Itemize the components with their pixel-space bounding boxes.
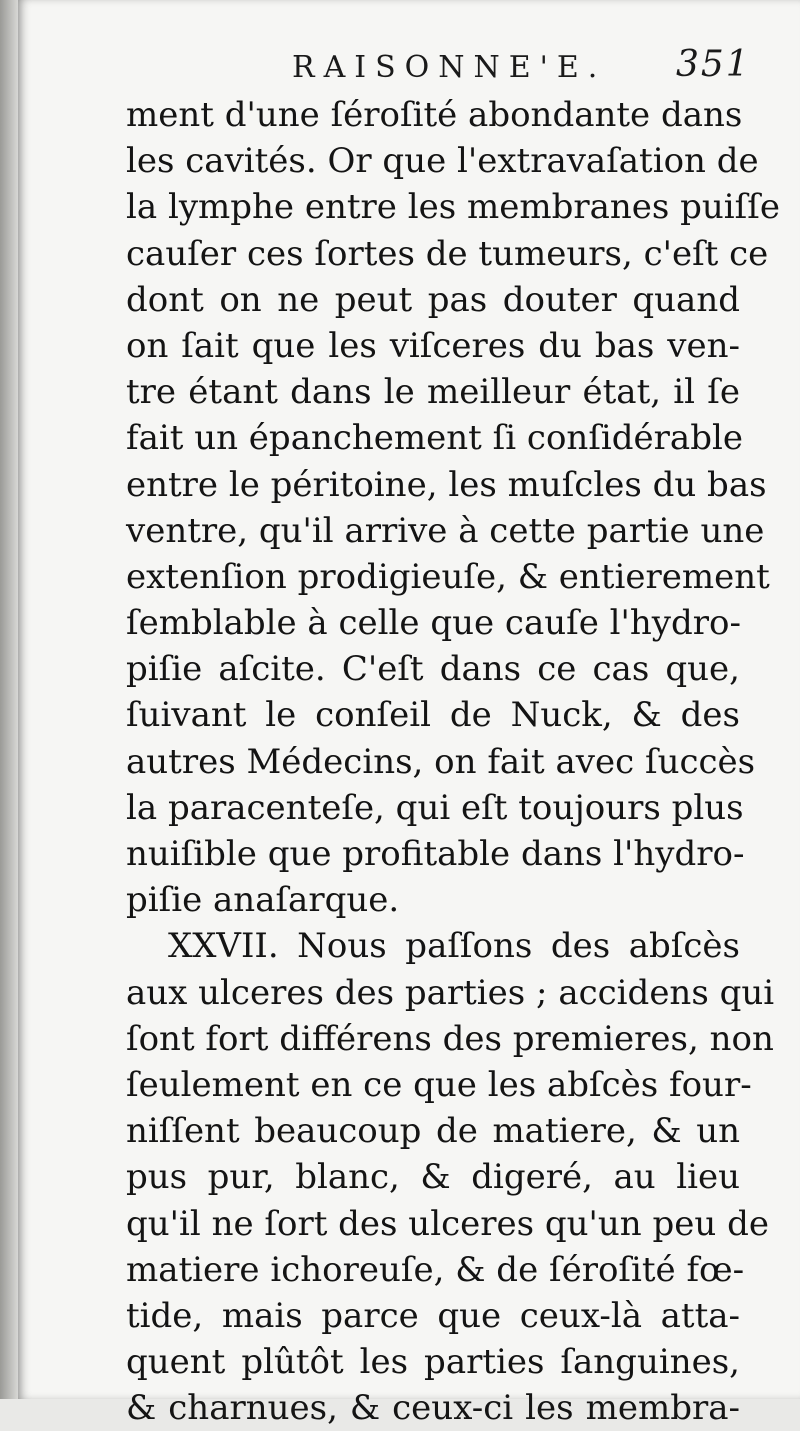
text-line: les cavités. Or que l'extravaſation de	[126, 141, 759, 182]
text-line: piſie aſcite. C'eſt dans ce cas que,	[126, 649, 740, 690]
text-line: ment d'une ſéroſité abondante dans	[126, 95, 743, 135]
text-line: & charnues, & ceux-ci les membra-	[126, 1388, 740, 1429]
text-line: quent plûtôt les parties ſanguines,	[126, 1342, 740, 1383]
text-line: pus pur, blanc, & digeré, au lieu	[126, 1157, 740, 1198]
text-line: ſuivant le conſeil de Nuck, & des	[126, 695, 740, 736]
text-line: on ſait que les viſceres du bas ven-	[126, 325, 740, 366]
text-line: matiere ichoreuſe, & de ſéroſité fœ-	[126, 1249, 745, 1290]
body-text	[126, 92, 780, 1431]
text-line: piſie anaſarque.	[126, 880, 400, 921]
text-line: autres Médecins, on fait avec ſuccès	[126, 741, 756, 782]
running-head	[0, 44, 800, 94]
text-line: tide, mais parce que ceux-là atta-	[126, 1295, 740, 1336]
page-number: 351	[676, 44, 751, 85]
text-line: la paracenteſe, qui eſt toujours plus	[126, 787, 744, 828]
text-line: aux ulceres des parties ; accidens qui	[126, 972, 775, 1013]
page-gutter-shadow	[0, 0, 18, 1399]
text-line: cauſer ces ſortes de tumeurs, c'eſt ce	[126, 233, 769, 274]
text-line: extenſion prodigieuſe, & entierement	[126, 556, 770, 597]
text-line: entre le péritoine, les muſcles du bas	[126, 464, 767, 505]
text-line: fait un épanchement ſi conſidérable	[126, 418, 743, 459]
text-line: ſemblable à celle que cauſe l'hydro-	[126, 603, 741, 644]
text-line: ſont fort différens des premieres, non	[126, 1018, 774, 1059]
running-title: RAISONNE'E.	[292, 50, 607, 85]
text-line: la lymphe entre les membranes puiſſe	[126, 187, 780, 228]
text-line: niſſent beaucoup de matiere, & un	[126, 1111, 740, 1152]
section-heading-line: XXVII. Nous paſſons des abſcès	[168, 926, 740, 967]
text-line: qu'il ne ſort des ulceres qu'un peu de	[126, 1203, 769, 1244]
text-line: nuiſible que profitable dans l'hydro-	[126, 834, 745, 874]
text-line: tre étant dans le meilleur état, il ſe	[126, 372, 740, 413]
text-line: dont on ne peut pas douter quand	[126, 279, 740, 320]
text-line: ſeulement en ce que les abſcès four-	[126, 1064, 752, 1105]
text-line: ventre, qu'il arrive à cette partie une	[126, 510, 765, 551]
